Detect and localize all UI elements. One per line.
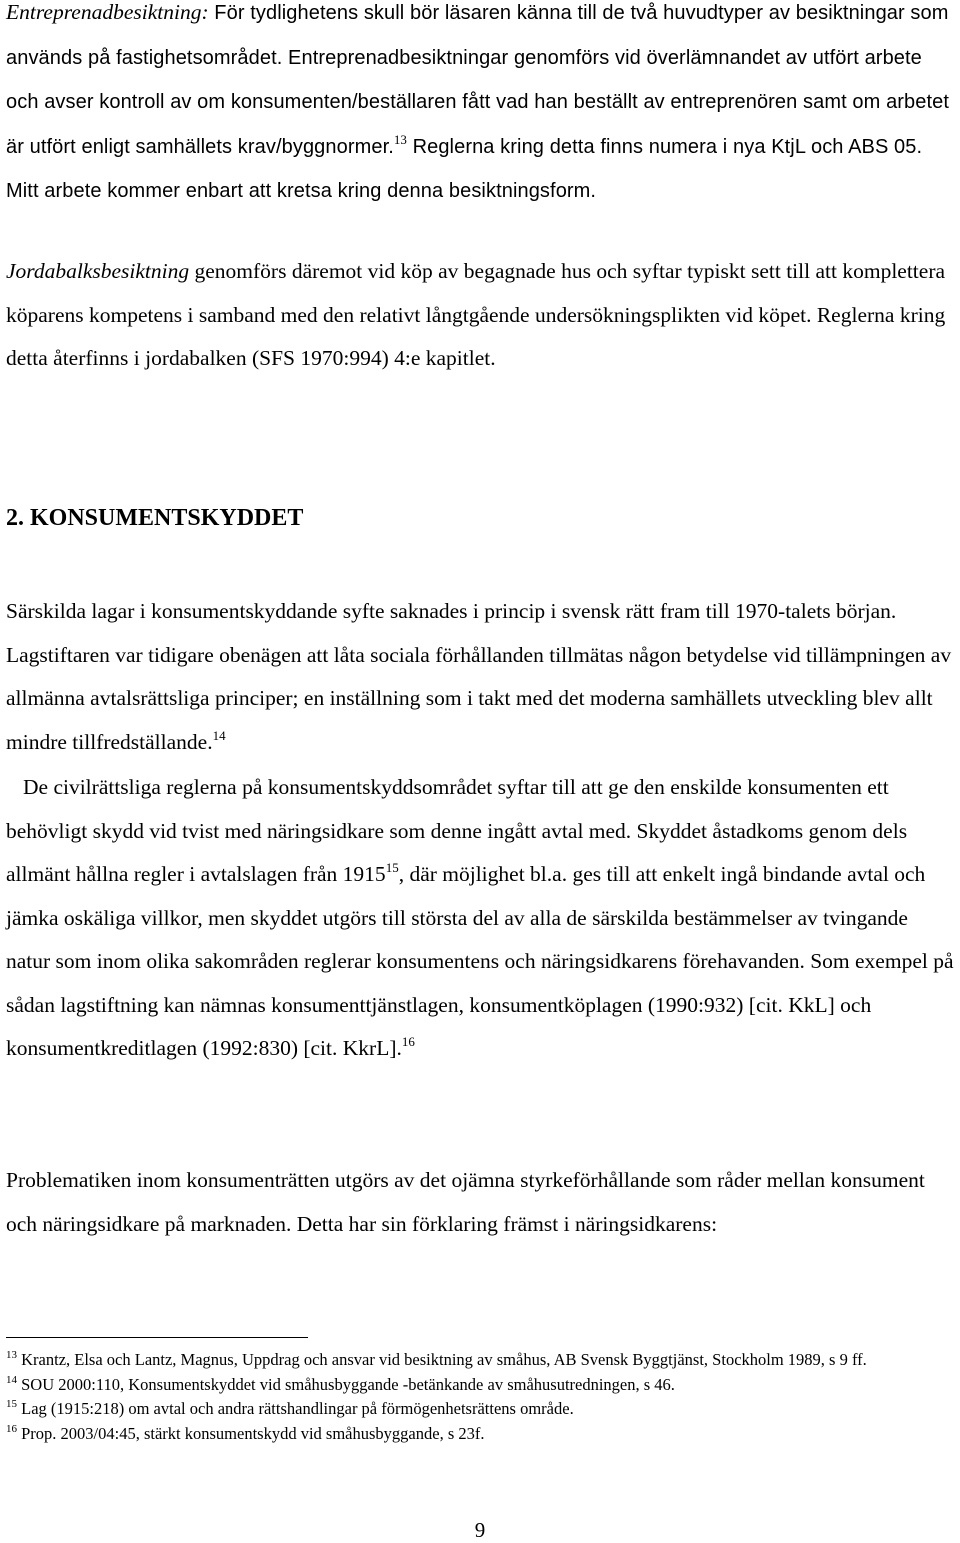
paragraph-intro-konsumentskydd	[6, 590, 956, 764]
footnote-text: SOU 2000:110, Konsumentskyddet vid småhusbyggande -betänkande av småhusutredningen, s 46.	[17, 1374, 675, 1394]
footnote-ref[interactable]: 16	[401, 1034, 415, 1049]
footnote-ref[interactable]: 15	[385, 860, 399, 875]
paragraph-text: genomförs däremot vid köp av begagnade hus och syftar typiskt sett till att komplettera köparens kompetens i samband med den relativt långtgående undersökningsplikten vid köpet. Reglerna kring detta återfinns i jordabalken (SFS 1970:994) 4:e kapitlet.	[6, 259, 946, 370]
footnote-text: Prop. 2003/04:45, stärkt konsumentskydd vid småhusbyggande, s 23f.	[17, 1423, 485, 1443]
footnote-separator	[6, 1337, 308, 1338]
footnote-number: 16	[6, 1422, 17, 1435]
footnote-15	[6, 1397, 946, 1422]
paragraph-jordabalksbesiktning	[6, 250, 956, 381]
paragraph-problematiken	[6, 1159, 956, 1246]
section-heading: 2. KONSUMENTSKYDDET	[6, 505, 304, 531]
footnote-ref[interactable]: 13	[393, 131, 407, 147]
footnotes	[6, 1348, 946, 1446]
paragraph-text: För tydlighetens skull bör läsaren känna till de två huvudtyper av besiktningar som används på fastighetsområdet. Entreprenadbesiktningar genomförs vid överlämnandet av utfört arbete och avser kontroll av om konsumenten/beställaren fått vad han beställt av entreprenören samt om arbetet är utfört enligt samhällets krav/byggnormer.	[6, 2, 950, 158]
footnote-16	[6, 1422, 946, 1447]
paragraph-civilrattsliga-regler	[6, 766, 956, 1071]
paragraph-text: Problematiken inom konsumenträtten utgörs av det ojämna styrkeförhållande som råder mellan konsument och näringsidkare på marknaden. Detta har sin förklaring främst i näringsidkarens:	[6, 1168, 925, 1236]
footnote-number: 14	[6, 1373, 17, 1386]
paragraph-entreprenadbesiktning	[6, 0, 956, 214]
term-italic: Jordabalksbesiktning	[6, 259, 190, 283]
footnote-number: 13	[6, 1349, 17, 1361]
footnote-number: 15	[6, 1398, 17, 1410]
paragraph-text: , där möjlighet bl.a. ges till att enkelt ingå bindande avtal och jämka oskäliga villkor, men skyddet utgörs till största del av alla de särskilda bestämmelser av tvingande natur som inom olika sakområden reglerar konsumentens och näringsidkarens förehavanden. Som exempel på sådan lagstiftning kan nämnas konsumenttjänstlagen, konsumentköplagen (1990:932) [cit. KkL] och konsumentkreditlagen (1992:830) [cit. KkrL].	[6, 862, 954, 1060]
footnote-ref[interactable]: 14	[212, 727, 226, 743]
footnote-text: Krantz, Elsa och Lantz, Magnus, Uppdrag och ansvar vid besiktning av småhus, AB Svensk Byggtjänst, Stockholm 1989, s 9 ff.	[17, 1350, 867, 1369]
term-italic: Entreprenadbesiktning:	[6, 0, 209, 24]
page-number: 9	[474, 1518, 486, 1542]
footnote-14	[6, 1373, 946, 1398]
footnote-text: Lag (1915:218) om avtal och andra rättshandlingar på förmögenhetsrättens område.	[17, 1399, 574, 1418]
paragraph-text: Reglerna kring detta finns numera i nya KtjL och ABS 05. Mitt arbete kommer enbart att kretsa kring denna besiktningsform.	[6, 135, 923, 202]
paragraph-text: Särskilda lagar i konsumentskyddande syfte saknades i princip i svensk rätt fram till 1970-talets början. Lagstiftaren var tidigare obenägen att låta sociala förhållanden tillmätas någon betydelse vid tillämpningen av allmänna avtalsrättsliga principer; en inställning som i takt med det moderna samhällets utveckling blev allt mindre tillfredställande.	[6, 599, 952, 754]
paragraph-text: De civilrättsliga reglerna på konsumentskyddsområdet syftar till att ge den enskilde konsumenten ett behövligt skydd vid tvist med näringsidkare som denne ingått avtal med. Skyddet åstadkoms genom dels allmänt hållna regler i avtalslagen från 1915	[6, 775, 908, 886]
footnote-13	[6, 1348, 946, 1373]
